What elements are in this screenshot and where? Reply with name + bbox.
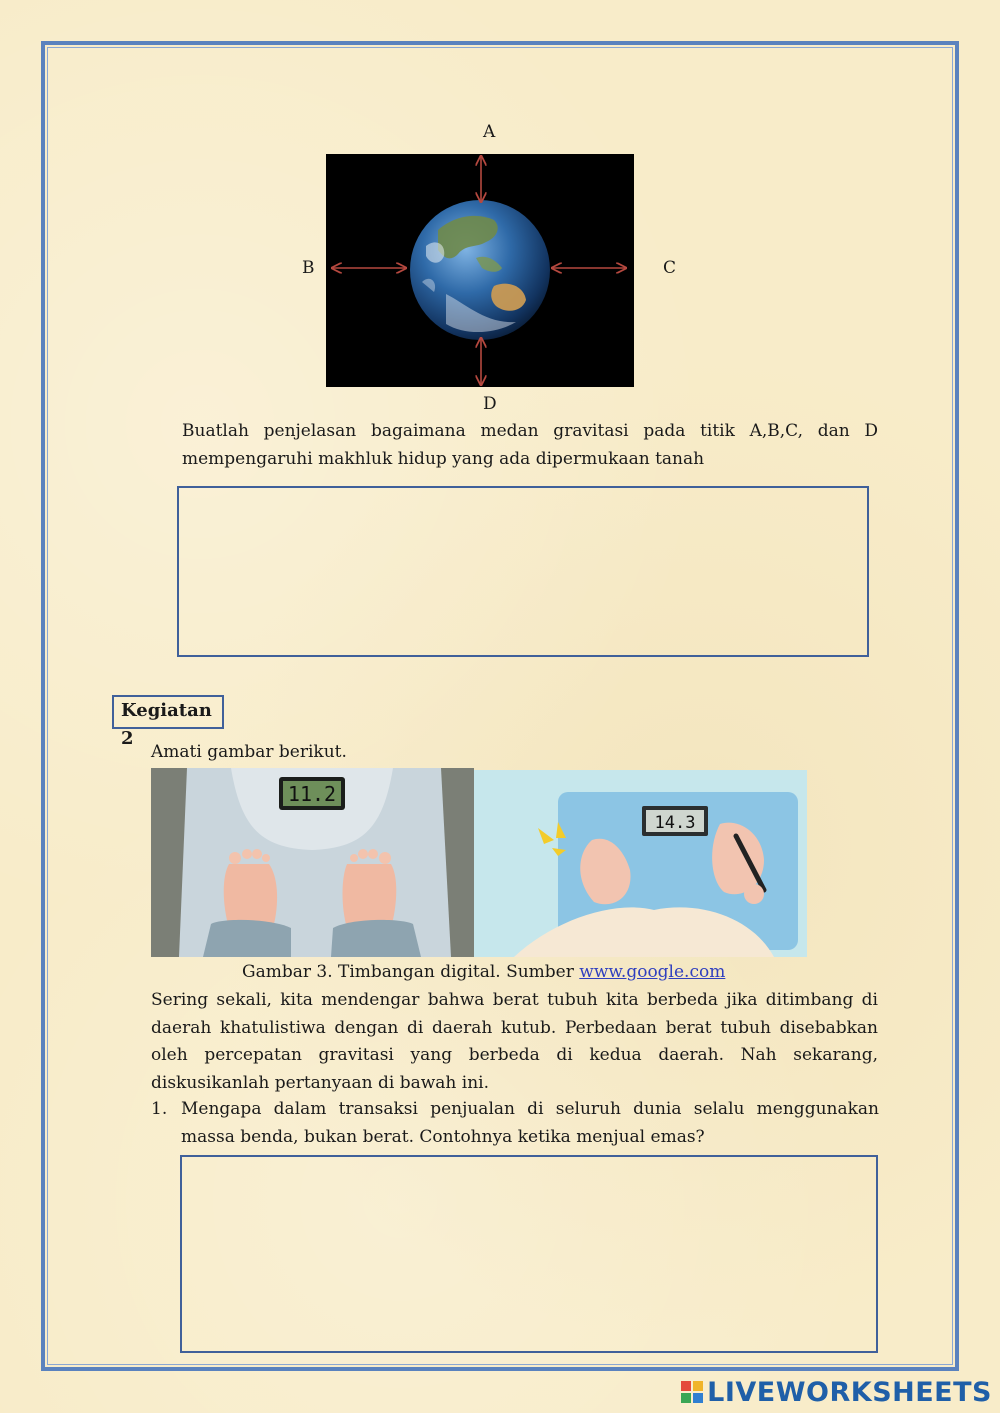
scale-photo-right [474,770,807,957]
observe-text: Amati gambar berikut. [151,742,347,762]
label-d: D [483,394,497,414]
caption-text: Gambar 3. Timbangan digital. Sumber [242,962,580,982]
footer-brand: LIVEWORKSHEETS [707,1376,992,1408]
earth-gravity-image [326,154,634,387]
label-c: C [663,258,677,278]
section-title: Kegiatan 2 [112,695,224,729]
figure-caption [242,962,725,982]
liveworksheets-logo [681,1377,992,1407]
caption-link[interactable]: www.google.com [579,962,726,982]
question-1-text: Mengapa dalam transaksi penjualan di seluruh dunia selalu menggunakan massa benda, bukan berat. Contohnya ketika menjual emas? [181,1099,879,1147]
scale-photo-left [151,768,474,957]
answer-input-1[interactable] [182,1157,876,1351]
paragraph: Sering sekali, kita mendengar bahwa berat tubuh kita berbeda jika ditimbang di daerah khatulistiwa dengan di daerah kutub. Perbedaan berat tubuh disebabkan oleh percepatan gravitasi yang berbeda di kedua daerah. Nah sekarang, diskusikanlah pertanyaan di bawah ini. [151,990,878,1093]
answer-box-top[interactable] [177,486,869,657]
label-a: A [483,122,496,142]
question-1-number: 1. [151,1099,168,1119]
question-1 [151,1096,879,1151]
liveworksheets-logo-icon [681,1381,703,1403]
scale-left-display: 11.2 [287,782,337,806]
question-top: Buatlah penjelasan bagaimana medan gravitasi pada titik A,B,C, dan D mempengaruhi makhluk hidup yang ada dipermukaan tanah [182,421,878,469]
label-b: B [302,258,315,278]
earth-globe [410,200,550,340]
scale-right-display: 14.3 [654,813,696,833]
answer-box-1[interactable] [180,1155,878,1353]
answer-input-top[interactable] [179,488,867,655]
